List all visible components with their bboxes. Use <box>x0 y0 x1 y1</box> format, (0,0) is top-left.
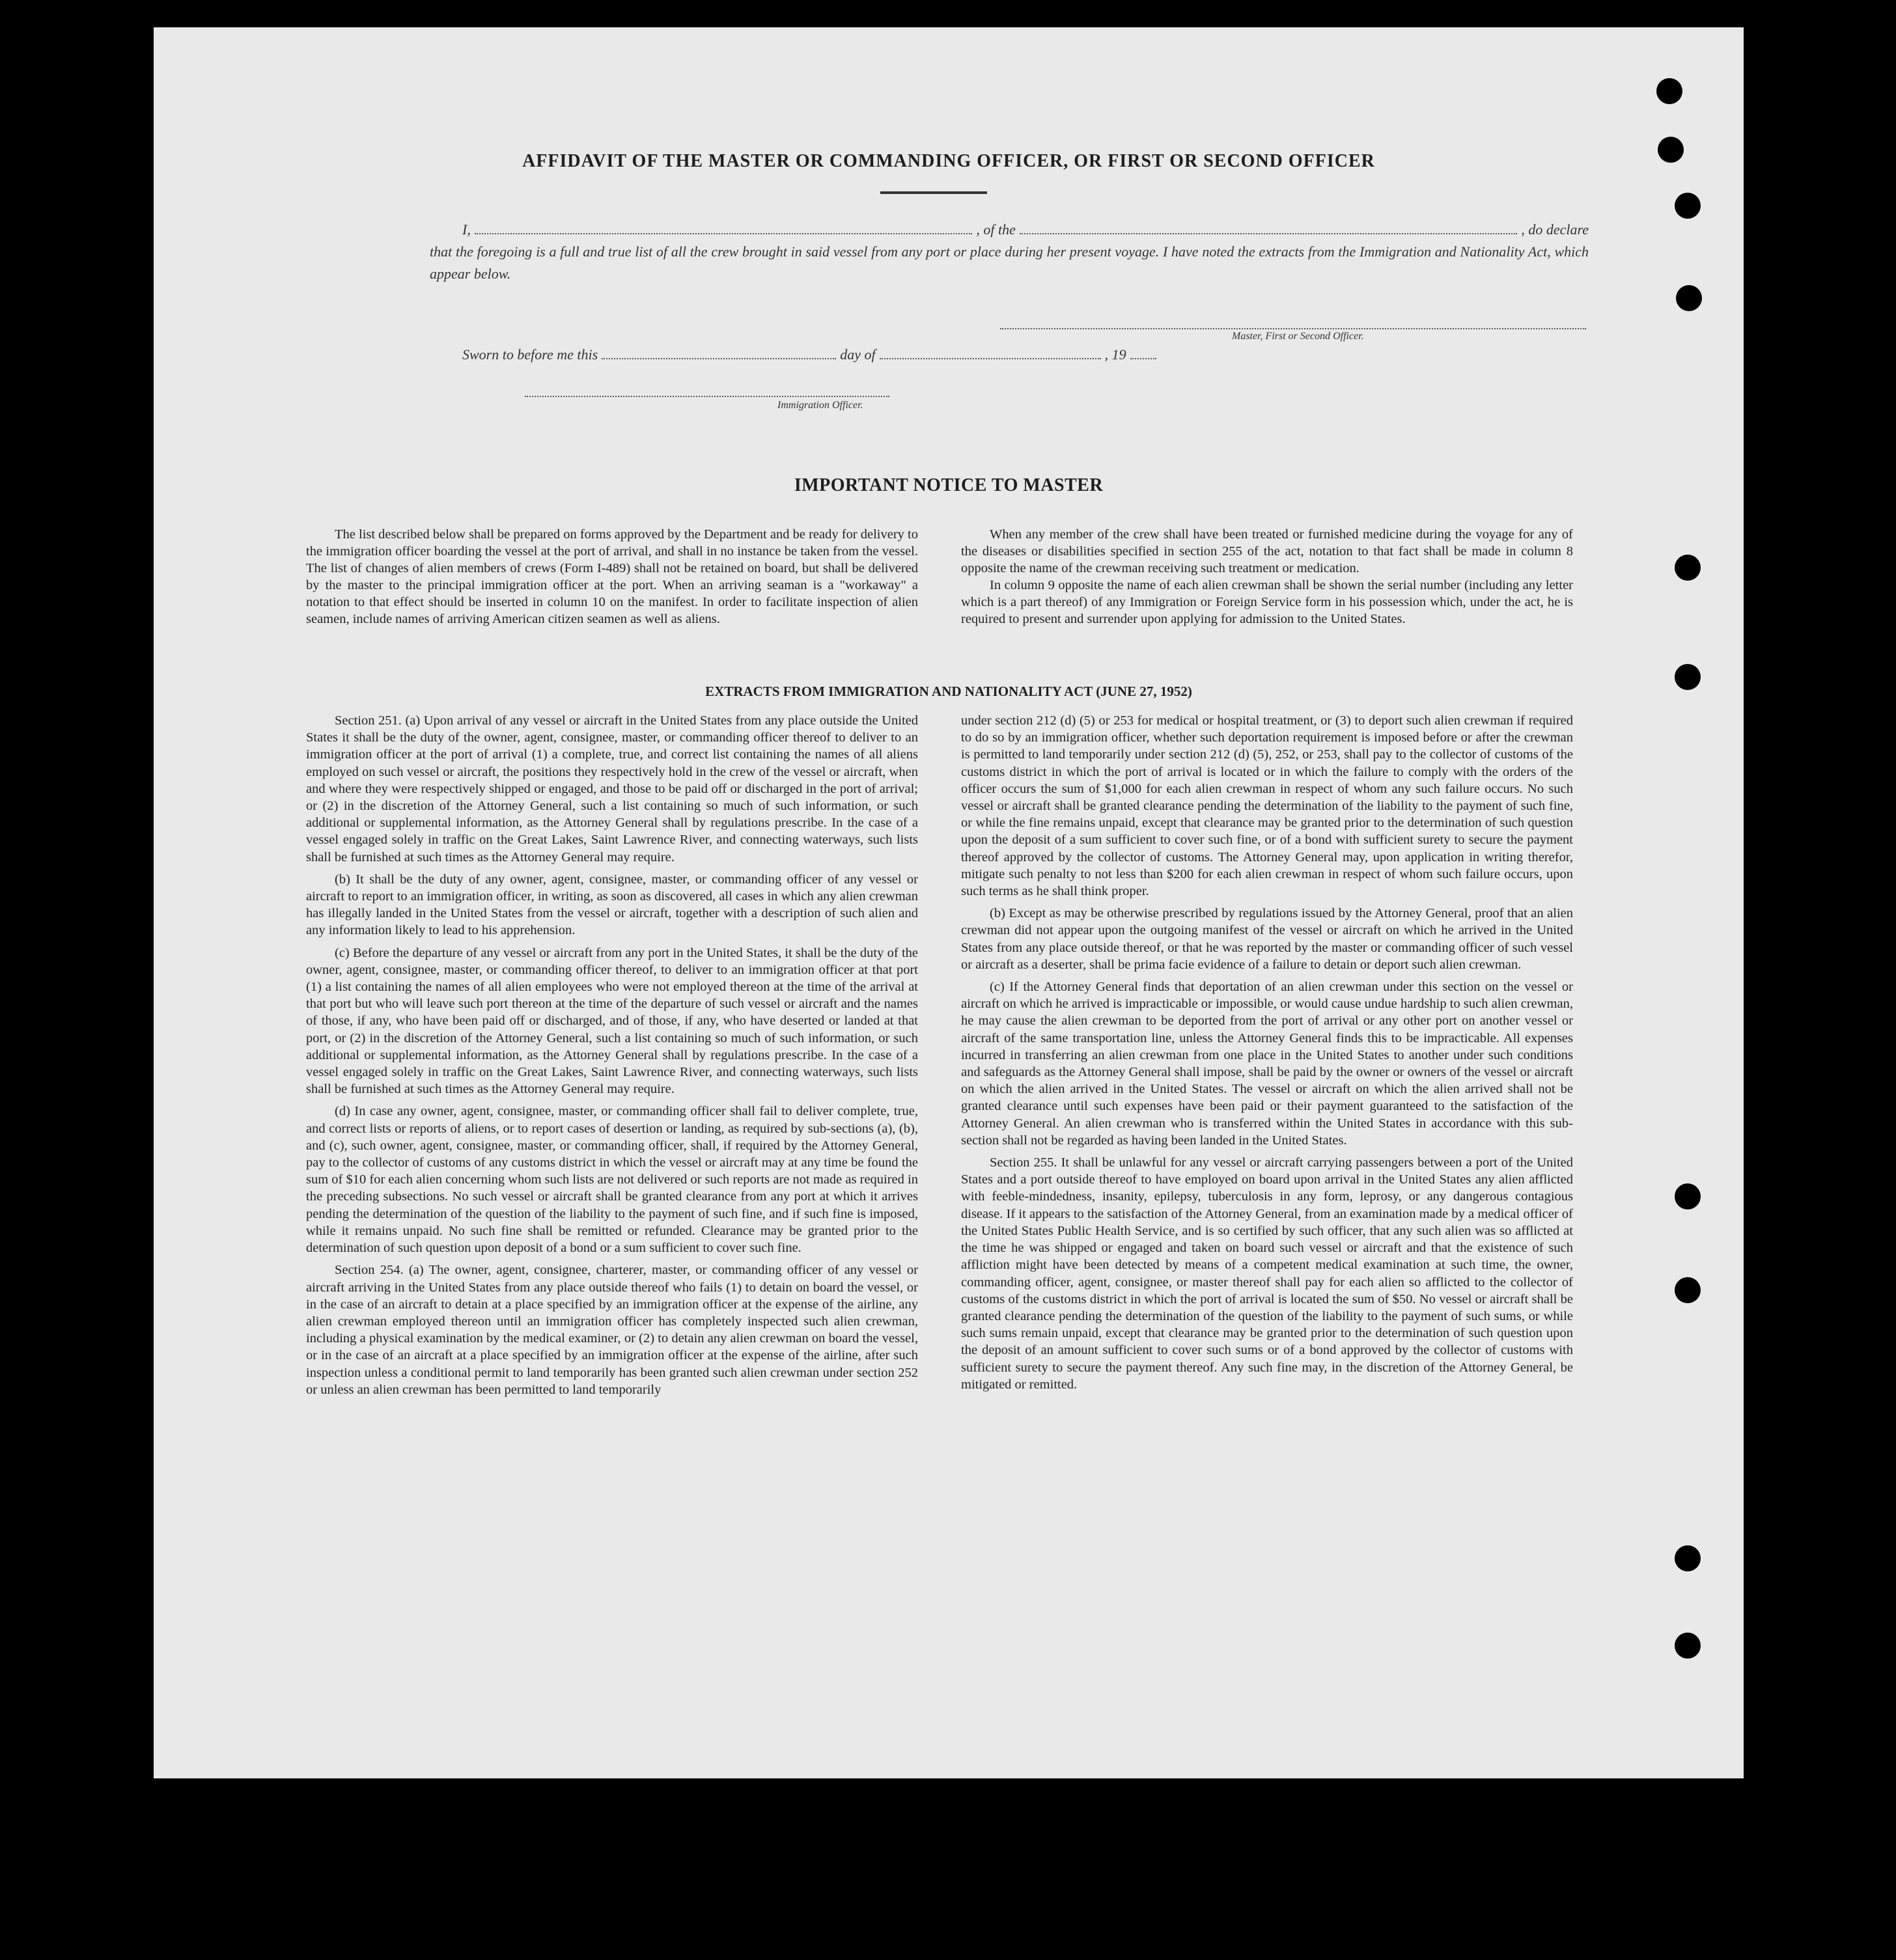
vessel-blank[interactable] <box>1020 221 1518 234</box>
extracts-right-column <box>961 712 1573 1398</box>
extract-paragraph: under section 212 (d) (5) or 253 for medical or hospital treatment, or (3) to deport such alien crewman if required to do so by an immigration officer, whether such deportation requirement is imposed before or after the crewman is permitted to land temporarily under section 212 (d) (5), 252, or 253, shall pay to the collector of customs of the customs district in which the port of arrival is located or in which the failure to comply with the orders of the officer occurs the sum of $1,000 for each alien crewman in respect of whom any such failure occurs. No such vessel or aircraft shall be granted clearance pending the determination of the liability to the payment of such fine, or while the fine remains unpaid, except that clearance may be granted prior to the determination of such question upon the deposit of a sum sufficient to cover such fine, or of a bond with sufficient surety to secure the payment thereof approved by the collector of customs. The Attorney General may, upon application in writing therefor, mitigate such penalty to not less than $200 for each alien crewman in respect of whom such failure occurs, upon such terms as he shall think proper. <box>961 713 1573 899</box>
punch-hole <box>1675 555 1701 581</box>
title-rule <box>880 191 987 194</box>
declaration-body: that the foregoing is a full and true list of all the crew brought in said vessel from any port or place during her present voyage. I have noted the extracts from the Immigration and Nationality Act, which appear below. <box>430 243 1589 282</box>
notice-paragraph: In column 9 opposite the name of each alien crewman shall be shown the serial number (including any letter which is a part thereof) of any Immigration or Foreign Service form in his possession which, under the act, he is required to present and surrender upon applying for admission to the United States. <box>961 578 1573 626</box>
name-blank[interactable] <box>475 221 973 234</box>
punch-hole <box>1675 193 1701 219</box>
document-page <box>154 27 1744 1778</box>
extract-paragraph: (c) Before the departure of any vessel or aircraft from any port in the United States, it shall be the duty of the owner, agent, consignee, master, or commanding officer thereof, to deliver to an immigration officer at that port (1) a list containing the names of all alien employees who were not employed thereon at the time of the arrival at that port but who will leave such port thereon at the time of the departure of such vessel or aircraft and the names of those, if any, who have been paid off or discharged, and of those, if any, who have deserted or landed at that port, or (2) in the discretion of the Attorney General, such a list containing so much of such information, or such additional or supplemental information, as the Attorney General shall by regulations prescribe. In the case of a vessel engaged solely in traffic on the Great Lakes, Saint Lawrence River, and connecting waterways, such lists shall be furnished at such times as the Attorney General may require. <box>306 945 918 1097</box>
notice-paragraph: The list described below shall be prepared on forms approved by the Department and be ready for delivery to the immigration officer boarding the vessel at the port of arrival, and shall in no instance be taken from the vessel. The list of changes of alien members of crews (Form I-489) shall not be retained on board, but shall be delivered by the master to the principal immigration officer at the port. When an arriving seaman is a "workaway" a notation to that effect should be inserted in column 10 on the manifest. In order to facilitate inspection of alien seamen, include names of arriving American citizen seamen as well as aliens. <box>306 527 918 626</box>
extract-paragraph: (d) In case any owner, agent, consignee, master, or commanding officer shall fail to deliver complete, true, and correct lists or reports of aliens, or to report cases of desertion or landing, as required by sub-sections (a), (b), and (c), such owner, agent, consignee, master, or commanding officer, shall, if required by the Attorney General, pay to the collector of customs of any customs district in which the vessel or aircraft may at any time be found the sum of $10 for each alien concerning whom such lists are not delivered or such reports are not made as required in the preceding subsections. No such vessel or aircraft shall be granted clearance from any port at which it arrives pending the determination of the question of the liability to the payment of such fine, and if such fine is imposed, while it remains unpaid. No such fine shall be remitted or refunded. Clearance may be granted prior to the determination of such question upon deposit of a bond or a sum sufficient to cover such fine. <box>306 1104 918 1256</box>
sworn-day-blank[interactable] <box>602 346 836 359</box>
punch-hole <box>1656 78 1682 104</box>
i-label: I, <box>462 221 471 238</box>
extract-paragraph: Section 254. (a) The owner, agent, consignee, charterer, master, or commanding officer of any vessel or aircraft arriving in the United States from any place outside thereof who fails (1) to detain on board the vessel, or in the case of an aircraft to detain at a place specified by an immigration officer at the expense of the airline, any alien crewman employed thereon until an immigration officer has completely inspected such alien crewman, including a physical examination by the medical examiner, or (2) to detain any alien crewman on board the vessel, or in the case of an aircraft at a place specified by an immigration officer at the expense of the airline, after such inspection unless a conditional permit to land temporarily has been granted such alien crewman under section 252 or unless an alien crewman has been permitted to land temporarily <box>306 1263 918 1397</box>
extract-paragraph: (b) It shall be the duty of any owner, agent, consignee, master, or commanding officer of any vessel or aircraft to report to an immigration officer, in writing, as soon as discovered, all cases in which any alien crewman has illegally landed in the United States from the vessel or aircraft, together with a description of such alien and any information likely to lead to his apprehension. <box>306 872 918 938</box>
master-signature-line[interactable] <box>1000 328 1586 329</box>
notice-paragraph: When any member of the crew shall have been treated or furnished medicine during the voyage for any of the diseases or disabilities specified in section 255 of the act, notation to that fact shall be made in column 8 opposite the name of the crewman receiving such treatment or medication. <box>961 527 1573 575</box>
notice-right-column <box>961 526 1573 628</box>
extract-paragraph: (c) If the Attorney General finds that deportation of an alien crewman under this section on the vessel or aircraft on which he arrived is impracticable or impossible, or would cause undue hardship to such alien crewman, he may cause the alien crewman to be deported from the port of arrival or any other port on another vessel or aircraft of the same transportation line, unless the Attorney General finds this to be impracticable. All expenses incurred in transferring an alien crewman from one place in the United States to another under such conditions and safeguards as the Attorney General shall impose, shall be paid by the owner or owners of the vessel or aircraft on which the alien arrived in the United States. The vessel or aircraft on which the alien arrived shall not be granted clearance until such expenses have been paid or their payment guaranteed to the satisfaction of the Attorney General. An alien crewman who is transferred within the United States in accordance with this sub-section shall not be regarded as having been landed in the United States. <box>961 980 1573 1148</box>
year-label: , 19 <box>1104 346 1126 363</box>
punch-hole <box>1675 1545 1701 1571</box>
declaration-first-line <box>430 219 1589 241</box>
sworn-label: Sworn to before me this <box>462 346 598 363</box>
immigration-officer-signature-line[interactable] <box>525 396 889 397</box>
extracts-left-column <box>306 712 918 1403</box>
extract-paragraph: Section 255. It shall be unlawful for any vessel or aircraft carrying passengers between a port of the United States and a port outside thereof to have employed on board upon arrival in the United States any alien afflicted with feeble-mindedness, insanity, epilepsy, tuberculosis in any form, leprosy, or any dangerous contagious disease. If it appears to the satisfaction of the Attorney General, from an examination made by a medical officer of the United States Public Health Service, and is so certified by such officer, that any such alien was so afflicted at the time he was shipped or engaged and taken on board such vessel or aircraft and that the existence of such affliction might have been detected by means of a competent medical examination at such time, the owner, commanding officer, agent, consignee, or master thereof shall pay for each alien so afflicted to the collector of customs of the customs district in which the port of arrival is located the sum of $50. No vessel or aircraft shall be granted clearance pending the determination of the question of the liability to the payment of such sums, or while such sums remain unpaid, except that clearance may be granted prior to the determination of such question upon the deposit of an amount sufficient to cover such sums or of a bond approved by the collector of customs with sufficient surety to secure the payment thereof. Any such fine may, in the discretion of the Attorney General, be mitigated or remitted. <box>961 1155 1573 1392</box>
extracts-title: EXTRACTS FROM IMMIGRATION AND NATIONALITY ACT (JUNE 27, 1952) <box>705 683 1192 699</box>
of-the-label: , of the <box>976 221 1016 238</box>
day-of-label: day of <box>840 346 876 363</box>
sworn-line <box>462 346 1178 363</box>
year-blank[interactable] <box>1130 346 1156 359</box>
do-declare-label: , do declare <box>1521 221 1589 238</box>
notice-left-column <box>306 526 918 628</box>
extract-paragraph: (b) Except as may be otherwise prescribed by regulations issued by the Attorney General, proof that an alien crewman did not appear upon the outgoing manifest of the vessel or aircraft on which he arrived in the United States from any place outside thereof, or that he was reported by the master or commanding officer of such vessel or aircraft as a deserter, shall be prima facie evidence of a failure to detain or deport such alien crewman. <box>961 906 1573 972</box>
notice-title: IMPORTANT NOTICE TO MASTER <box>794 475 1104 495</box>
immigration-officer-caption: Immigration Officer. <box>777 400 863 411</box>
punch-hole <box>1675 1183 1701 1209</box>
master-caption: Master, First or Second Officer. <box>1232 331 1364 342</box>
extract-paragraph: Section 251. (a) Upon arrival of any vessel or aircraft in the United States from any place outside the United States it shall be the duty of the owner, agent, consignee, master, or commanding officer thereof to deliver to an immigration officer at the port of arrival (1) a complete, true, and correct list containing the names of all aliens employed on such vessel or aircraft, the positions they respectively hold in the crew of the vessel or aircraft, when and where they were respectively shipped or engaged, and those to be paid off or discharged in the port of arrival; or (2) in the discretion of the Attorney General, such a list containing so much of such information, or such additional or supplemental information, as the Attorney General shall by regulations prescribe. In the case of a vessel engaged solely in traffic on the Great Lakes, Saint Lawrence River, and connecting waterways, such lists shall be furnished at such times as the Attorney General may require. <box>306 713 918 864</box>
declaration-block <box>430 219 1589 285</box>
punch-hole <box>1676 285 1702 311</box>
punch-hole <box>1675 1633 1701 1659</box>
sworn-month-blank[interactable] <box>880 346 1101 359</box>
punch-hole <box>1675 1277 1701 1303</box>
affidavit-title: AFFIDAVIT OF THE MASTER OR COMMANDING OFFICER, OR FIRST OR SECOND OFFICER <box>522 151 1375 171</box>
